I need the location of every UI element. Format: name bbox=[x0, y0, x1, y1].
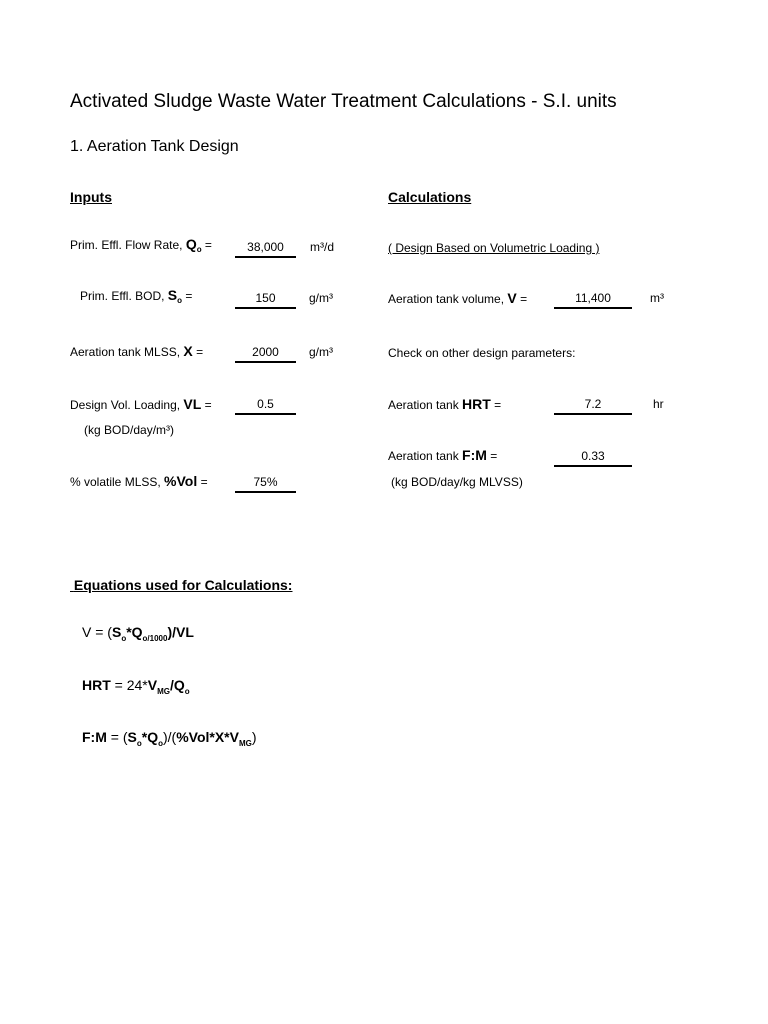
hrt-unit: hr bbox=[653, 397, 664, 411]
flow-rate-value[interactable]: 38,000 bbox=[235, 239, 296, 258]
inputs-heading: Inputs bbox=[70, 189, 112, 205]
equation-fm: F:M = $(S_o*Q_o)/(\%Vol*X*V_{MG})$ bbox=[82, 729, 257, 748]
section-title: 1. Aeration Tank Design bbox=[70, 138, 239, 155]
fm-note: (kg BOD/day/kg MLVSS) bbox=[391, 475, 523, 489]
equation-hrt: HRT = $24*V_{MG}/Q_o$ bbox=[82, 677, 190, 696]
volatile-value[interactable]: 75% bbox=[235, 474, 296, 493]
volume-unit: m³ bbox=[650, 291, 664, 305]
vol-loading-label: Design Vol. Loading, VL = bbox=[70, 396, 212, 412]
equations-heading: Equations used for Calculations: bbox=[73, 577, 293, 593]
equation-volume: $V = (S_o*Q_{o/1000})/VL$ bbox=[82, 624, 194, 643]
calculations-heading: Calculations bbox=[388, 189, 472, 205]
fm-value: 0.33 bbox=[554, 448, 632, 467]
volatile-label: % volatile MLSS, %Vol = bbox=[70, 473, 208, 489]
design-basis: ( Design Based on Volumetric Loading ) bbox=[388, 241, 600, 255]
page-title: Activated Sludge Waste Water Treatment Calculations - S.I. units bbox=[70, 91, 617, 112]
vol-loading-value[interactable]: 0.5 bbox=[235, 396, 296, 415]
flow-rate-unit: m³/d bbox=[310, 240, 334, 254]
check-text: Check on other design parameters: bbox=[388, 346, 576, 360]
flow-rate-label: Prim. Effl. Flow Rate, $Q_o$ = bbox=[70, 236, 212, 254]
volume-value: 11,400 bbox=[554, 290, 632, 309]
bod-value[interactable]: 150 bbox=[235, 290, 296, 309]
mlss-label: Aeration tank MLSS, X = bbox=[70, 343, 204, 359]
mlss-unit: g/m³ bbox=[309, 345, 333, 359]
volume-label: Aeration tank volume, V = bbox=[388, 290, 528, 306]
vol-loading-note: (kg BOD/day/m³) bbox=[84, 423, 175, 437]
bod-unit: g/m³ bbox=[309, 291, 333, 305]
fm-label: Aeration tank F:M = bbox=[388, 447, 498, 463]
hrt-label: Aeration tank HRT = bbox=[388, 396, 502, 412]
mlss-value[interactable]: 2000 bbox=[235, 344, 296, 363]
hrt-value: 7.2 bbox=[554, 396, 632, 415]
bod-label: Prim. Effl. BOD, $S_o$ = bbox=[80, 287, 193, 305]
